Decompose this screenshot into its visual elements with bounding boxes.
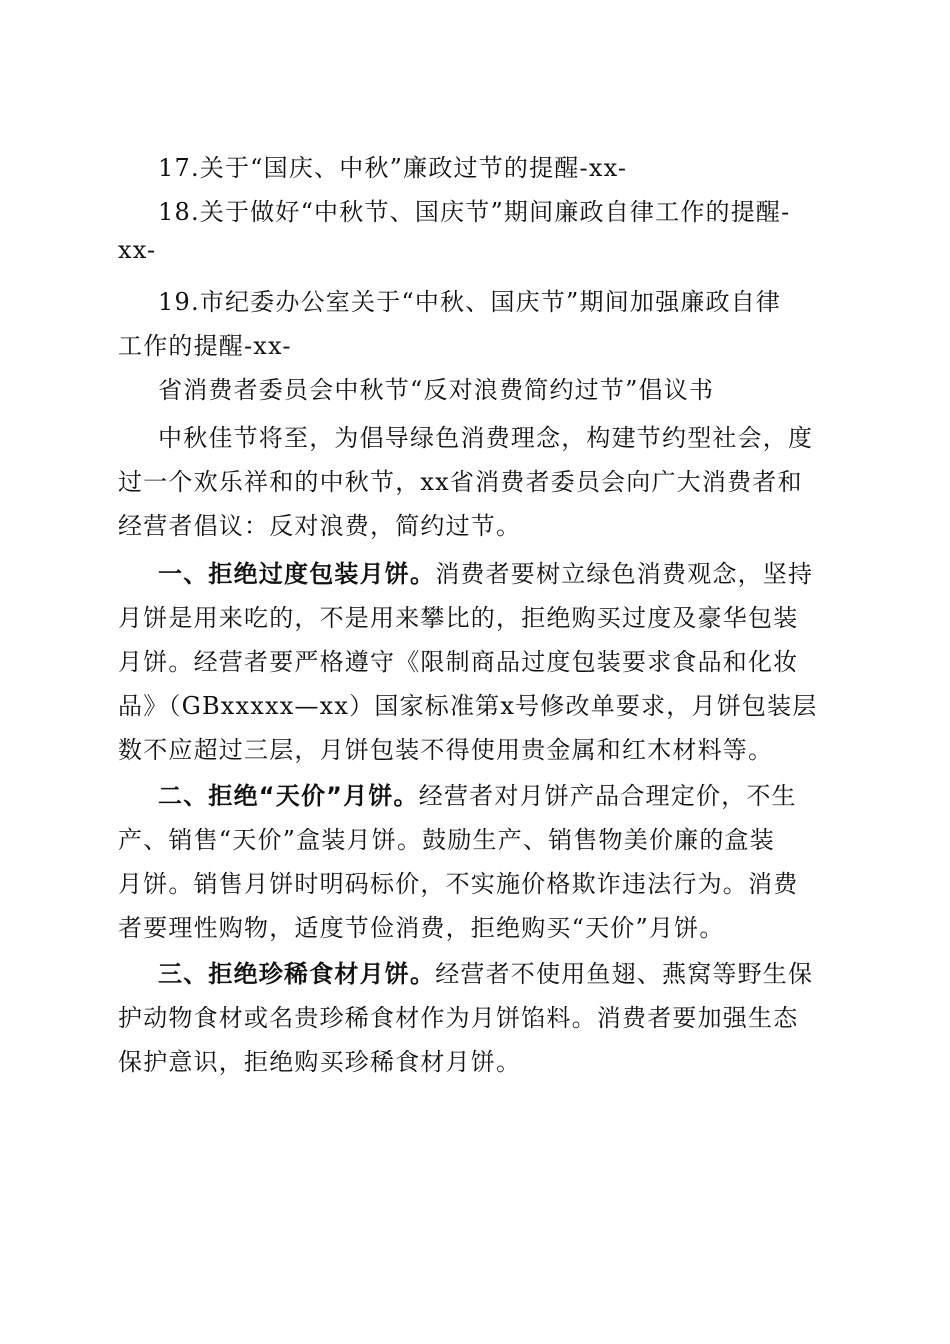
list-item-18-continuation: xx- bbox=[118, 236, 157, 264]
section-3-line: 保护意识，拒绝购买珍稀食材月饼。 bbox=[118, 1048, 522, 1076]
intro-paragraph-line: 过一个欢乐祥和的中秋节，xx省消费者委员会向广大消费者和 bbox=[118, 468, 803, 496]
section-2-first-line bbox=[158, 776, 797, 811]
section-3-first-line bbox=[158, 954, 813, 989]
section-1-line: 品》（GBxxxxx—xx）国家标准第x号修改单要求，月饼包装层 bbox=[118, 692, 818, 720]
section-3-line: 护动物食材或名贵珍稀食材作为月饼馅料。消费者要加强生态 bbox=[118, 1004, 799, 1032]
section-3-text: 经营者不使用鱼翅、燕窝等野生保 bbox=[435, 960, 814, 988]
list-item-17 bbox=[158, 148, 627, 183]
section-1-line: 月饼。经营者要严格遵守《限制商品过度包装要求食品和化妆 bbox=[118, 648, 799, 676]
section-2-heading: 二、拒绝“天价”月饼。 bbox=[158, 782, 419, 810]
list-item-text: 市纪委办公室关于“中秋、国庆节”期间加强廉政自律 bbox=[199, 288, 782, 316]
section-2-line: 产、销售“天价”盒装月饼。鼓励生产、销售物美价廉的盒装 bbox=[118, 826, 775, 854]
section-2-line: 月饼。销售月饼时明码标价，不实施价格欺诈违法行为。消费 bbox=[118, 870, 799, 898]
intro-paragraph-line: 经营者倡议：反对浪费，简约过节。 bbox=[118, 512, 522, 540]
section-1-line: 月饼是用来吃的，不是用来攀比的，拒绝购买过度及豪华包装 bbox=[118, 604, 799, 632]
section-2-text: 经营者对月饼产品合理定价，不生 bbox=[418, 782, 797, 810]
section-3-heading: 三、拒绝珍稀食材月饼。 bbox=[158, 960, 436, 988]
list-item-number: 17. bbox=[158, 154, 200, 182]
list-item-number: 19. bbox=[158, 288, 200, 316]
list-item-18 bbox=[158, 192, 790, 227]
intro-paragraph-line: 中秋佳节将至，为倡导绿色消费理念，构建节约型社会，度 bbox=[158, 424, 814, 452]
section-1-first-line bbox=[158, 554, 813, 589]
list-item-number: 18. bbox=[158, 198, 200, 226]
list-item-19-continuation: 工作的提醒-xx- bbox=[118, 332, 292, 360]
section-1-line: 数不应超过三层，月饼包装不得使用贵金属和红木材料等。 bbox=[118, 736, 774, 764]
list-item-text: 关于“国庆、中秋”廉政过节的提醒-xx- bbox=[199, 154, 628, 182]
list-item-19 bbox=[158, 282, 781, 317]
section-1-text: 消费者要树立绿色消费观念，坚持 bbox=[435, 560, 814, 588]
proposal-title: 省消费者委员会中秋节“反对浪费简约过节”倡议书 bbox=[158, 376, 715, 404]
section-2-line: 者要理性购物，适度节俭消费，拒绝购买“天价”月饼。 bbox=[118, 914, 725, 942]
list-item-text: 关于做好“中秋节、国庆节”期间廉政自律工作的提醒- bbox=[199, 198, 791, 226]
section-1-heading: 一、拒绝过度包装月饼。 bbox=[158, 560, 436, 588]
